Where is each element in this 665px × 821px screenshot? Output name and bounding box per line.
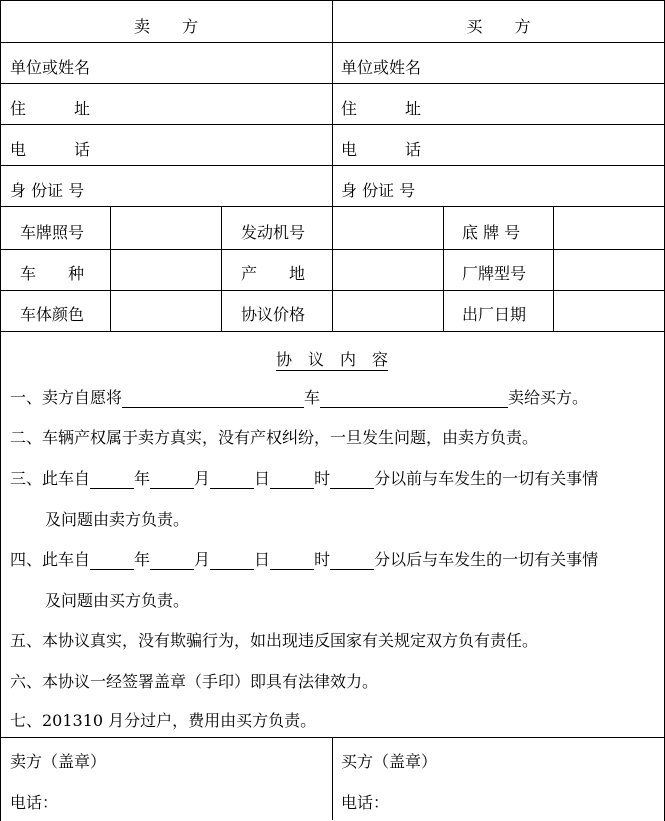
vehicle-type-label: 车 种 (20, 264, 85, 283)
blank-field[interactable] (150, 551, 194, 570)
blank-field[interactable] (210, 470, 254, 489)
chassis-number-label: 底 牌 号 (462, 223, 521, 242)
plate-number-label: 车牌照号 (20, 223, 85, 242)
blank-field[interactable] (320, 389, 508, 408)
blank-field[interactable] (330, 470, 374, 489)
clause-7: 七、201310 月分过户，费用由买方负责。 (10, 711, 317, 730)
clause-6: 六、本协议一经签署盖章（手印）即具有法律效力。 (10, 672, 379, 691)
rule (0, 331, 664, 332)
column-divider (553, 206, 554, 331)
clause-4-start: 四、此车自 (10, 550, 91, 569)
origin-label: 产 地 (241, 264, 306, 283)
clause-1 (10, 388, 588, 408)
seller-phone-sign-label: 电话： (10, 793, 59, 812)
blank-field[interactable] (122, 389, 304, 408)
day-label: 日 (254, 469, 271, 488)
clause-4-line2: 及问题由买方负责。 (45, 591, 190, 610)
buyer-address-label: 住 址 (341, 99, 422, 118)
buyer-name-label: 单位或姓名 (341, 58, 422, 77)
buyer-phone-sign-label: 电话： (341, 793, 390, 812)
body-color-label: 车体颜色 (20, 305, 85, 324)
blank-field[interactable] (90, 470, 134, 489)
day-label: 日 (254, 550, 271, 569)
column-divider (332, 206, 333, 331)
clause-1-end: 卖给买方。 (508, 388, 589, 407)
seller-header: 卖 方 (133, 17, 198, 36)
agreement-title (0, 347, 664, 370)
agreement-title-text: 协 议 内 容 (275, 350, 388, 369)
seller-address-label: 住 址 (10, 99, 91, 118)
buyer-header: 买 方 (466, 17, 531, 36)
clause-3-start: 三、此车自 (10, 469, 91, 488)
blank-field[interactable] (270, 470, 314, 489)
month-label: 月 (194, 550, 211, 569)
hour-label: 时 (314, 469, 331, 488)
buyer-id-label: 身 份证 号 (341, 181, 416, 200)
clause-3 (10, 469, 598, 489)
month-label: 月 (194, 469, 211, 488)
clause-3-line2: 及问题由卖方负责。 (45, 510, 190, 529)
clause-5: 五、本协议真实，没有欺骗行为，如出现违反国家有关规定双方负有责任。 (10, 631, 539, 650)
engine-number-label: 发动机号 (241, 223, 306, 242)
hour-label: 时 (314, 550, 331, 569)
clause-1-car: 车 (304, 388, 321, 407)
blank-field[interactable] (210, 551, 254, 570)
blank-field[interactable] (90, 551, 134, 570)
year-label: 年 (134, 550, 151, 569)
column-divider (443, 206, 444, 331)
clause-1-start: 一、卖方自愿将 (10, 388, 123, 407)
seller-phone-label: 电 话 (10, 140, 91, 159)
year-label: 年 (134, 469, 151, 488)
brand-model-label: 厂牌型号 (462, 264, 527, 283)
buyer-phone-label: 电 话 (341, 140, 422, 159)
seller-seal-label: 卖方（盖章） (10, 752, 107, 771)
agreed-price-label: 协议价格 (241, 305, 306, 324)
seller-id-label: 身 份证 号 (10, 181, 85, 200)
column-divider (221, 206, 222, 331)
seller-name-label: 单位或姓名 (10, 58, 91, 77)
blank-field[interactable] (150, 470, 194, 489)
clause-2: 二、车辆产权属于卖方真实，没有产权纠纷，一旦发生问题，由卖方负责。 (10, 428, 539, 447)
column-divider (332, 737, 333, 820)
column-divider (110, 206, 111, 331)
buyer-seal-label: 买方（盖章） (341, 752, 438, 771)
clause-3-tail: 分以前与车发生的一切有关事情 (374, 469, 599, 488)
clause-4-tail: 分以后与车发生的一切有关事情 (374, 550, 599, 569)
blank-field[interactable] (330, 551, 374, 570)
manufacture-date-label: 出厂日期 (462, 305, 527, 324)
blank-field[interactable] (270, 551, 314, 570)
clause-4 (10, 550, 598, 570)
